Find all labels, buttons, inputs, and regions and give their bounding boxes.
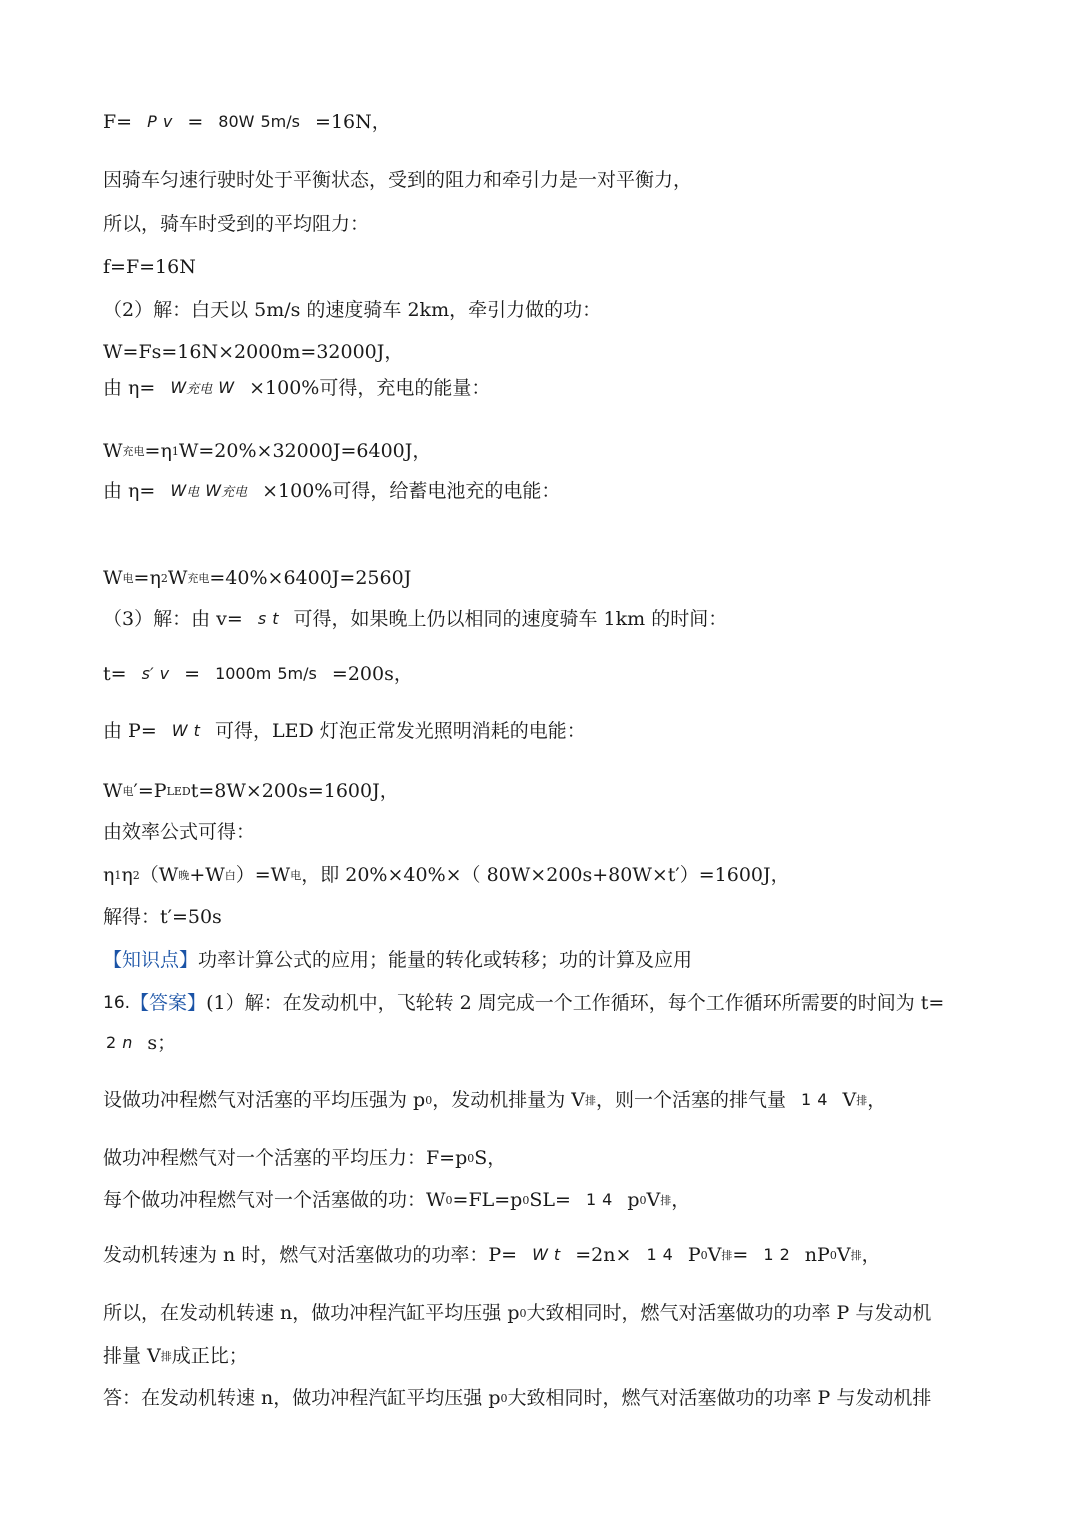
subscript: 0	[639, 1193, 647, 1207]
text: t=8W×200s=1600J，	[190, 779, 399, 802]
subscript: LED	[166, 784, 191, 798]
subscript: 1	[114, 868, 122, 882]
text: ）=W	[235, 863, 291, 886]
subscript: 0	[829, 1248, 837, 1262]
text-line: 因骑车匀速行驶时处于平衡状态，受到的阻力和牵引力是一对平衡力，	[103, 169, 693, 191]
denominator: 4	[817, 1090, 828, 1110]
text: ，即 20%×40%×（ 80W×200s+80W×t′）=1600J，	[301, 863, 790, 886]
subscript: 排	[660, 1193, 672, 1207]
fraction-p-over-v	[144, 112, 175, 131]
subscript: 0	[700, 1248, 708, 1262]
numerator: 80W	[218, 112, 255, 132]
text: 由 P=	[103, 719, 157, 742]
knowledge-point-tag: 【知识点】	[103, 948, 199, 971]
denominator: t	[553, 1245, 561, 1265]
efficiency-formula-line	[103, 378, 490, 398]
period-formula-line	[103, 1033, 176, 1053]
text: 功率计算公式的应用；能量的转化或转移；功的计算及应用	[198, 948, 693, 971]
text: 排量 V	[103, 1344, 161, 1367]
text: S，	[474, 1146, 507, 1169]
var: W	[170, 481, 187, 501]
conclusion-line-2	[103, 1346, 248, 1366]
efficiency-formula-line	[103, 481, 560, 501]
text: =FL=p	[452, 1188, 523, 1211]
text: 所以，在发动机转速 n，做功冲程汽缸平均压强 p	[103, 1301, 520, 1324]
text: p	[627, 1188, 640, 1211]
numerator: P	[147, 112, 157, 132]
text: 答：在发动机转速 n，做功冲程汽缸平均压强 p	[103, 1386, 501, 1409]
text: (1）解：在发动机中，飞轮转 2 周完成一个工作循环，每个工作循环所需要的时间为 t=	[206, 991, 945, 1014]
text: SL=	[529, 1188, 571, 1211]
text: =200s，	[331, 662, 413, 685]
text: η	[103, 863, 115, 886]
text: =	[732, 1243, 749, 1266]
numerator	[167, 481, 202, 500]
text: V	[646, 1188, 661, 1211]
subscript: 电	[122, 571, 134, 585]
text: ，	[861, 1243, 881, 1266]
pressure-force-line	[103, 1148, 506, 1168]
fraction	[139, 664, 172, 683]
engine-power-line	[103, 1245, 881, 1265]
text: 成正比；	[171, 1344, 248, 1367]
subscript: 排	[160, 1349, 172, 1363]
fraction-1-over-4	[583, 1190, 615, 1209]
fraction	[212, 664, 320, 683]
text: 由 η=	[103, 479, 156, 502]
numerator: s′	[141, 664, 154, 684]
text: ，则一个活塞的排气量	[595, 1088, 786, 1111]
denominator: 5m/s	[260, 112, 300, 132]
text: 大致相同时，燃气对活塞做功的功率 P 与发动机排	[507, 1386, 932, 1409]
text: =	[187, 110, 204, 133]
text: ′=P	[133, 779, 167, 802]
text: t=	[103, 662, 127, 685]
text: W	[167, 566, 188, 589]
numerator: W	[532, 1245, 548, 1265]
text: 做功冲程燃气对一个活塞的平均压力：F=p	[103, 1146, 468, 1169]
displacement-line	[103, 1090, 886, 1110]
text: 可得，如果晚上仍以相同的速度骑车 1km 的时间：	[293, 607, 728, 630]
text: ×100%可得，充电的能量：	[249, 376, 491, 399]
text: W	[103, 566, 123, 589]
text: P	[687, 1243, 701, 1266]
text: =η	[144, 439, 172, 462]
text: +W	[189, 863, 225, 886]
text: =40%×6400J=2560J	[209, 566, 412, 589]
text: W	[103, 779, 123, 802]
numerator: 1	[585, 1190, 597, 1210]
answer-heading-line	[103, 993, 944, 1013]
text: 可得，LED 灯泡正常发光照明消耗的电能：	[214, 719, 586, 742]
fraction-2-over-n	[103, 1033, 135, 1052]
work-per-stroke-line	[103, 1190, 690, 1210]
force-formula-line	[103, 112, 391, 132]
text: η	[121, 863, 133, 886]
subscript: 晚	[178, 868, 190, 882]
text: V	[836, 1243, 851, 1266]
text: =	[184, 662, 201, 685]
subscript: 充电	[221, 485, 248, 501]
text: ，发动机排量为 V	[432, 1088, 585, 1111]
text: 每个做功冲程燃气对一个活塞做的功：W	[103, 1188, 446, 1211]
fraction-w-over-t	[169, 721, 203, 740]
text: =16N，	[315, 110, 391, 133]
conclusion-line	[103, 1303, 931, 1323]
denominator: 4	[662, 1245, 673, 1265]
numerator: 2	[106, 1033, 117, 1053]
fraction-1-over-2	[760, 1245, 792, 1264]
fraction-80w-over-5ms	[215, 112, 303, 131]
text-line: 解得：t′=50s	[103, 906, 222, 928]
text-line: 所以，骑车时受到的平均阻力：	[103, 213, 370, 235]
subscript: 0	[500, 1391, 508, 1405]
subscript: 1	[171, 444, 179, 458]
led-energy-line	[103, 781, 399, 801]
answer-tag: 【答案】	[130, 991, 207, 1014]
charging-energy-line	[103, 441, 431, 461]
subscript: 充电	[187, 571, 210, 585]
numerator: 1	[763, 1245, 774, 1265]
text-line: f=F=16N	[103, 256, 196, 278]
text: V	[842, 1088, 857, 1111]
subscript: 0	[519, 1306, 527, 1320]
text: W	[103, 439, 123, 462]
denominator: t	[193, 721, 200, 741]
text: =η	[133, 566, 161, 589]
numerator	[167, 378, 215, 397]
text-line: W=Fs=16N×2000m=32000J，	[103, 341, 404, 363]
power-formula-line	[103, 721, 586, 741]
subscript: 排	[850, 1248, 862, 1262]
text: V	[707, 1243, 722, 1266]
subscript: 2	[160, 571, 168, 585]
subscript: 充电	[122, 444, 145, 458]
denominator: W	[218, 378, 235, 398]
numerator: 1000m	[215, 664, 272, 684]
text: 由 η=	[103, 376, 156, 399]
fraction-1-over-4	[643, 1245, 675, 1264]
fraction-s-over-t	[255, 609, 282, 628]
text: ×100%可得，给蓄电池充的电能：	[262, 479, 561, 502]
text: =2n×	[575, 1243, 632, 1266]
subscript: 0	[522, 1193, 530, 1207]
text: s；	[147, 1031, 177, 1054]
text: （3）解：由 v=	[103, 607, 243, 630]
numerator: W	[171, 721, 188, 741]
denominator: 2	[779, 1245, 790, 1265]
numerator: 1	[646, 1245, 657, 1265]
fraction	[167, 378, 237, 398]
numerator: s	[257, 609, 267, 629]
fraction-1-over-4	[798, 1090, 830, 1109]
subscript: 排	[856, 1093, 868, 1107]
text: F=	[103, 110, 133, 133]
numerator: 1	[801, 1090, 812, 1110]
efficiency-equation-line	[103, 865, 790, 885]
denominator: 4	[602, 1190, 613, 1210]
fraction-w-over-t	[529, 1245, 563, 1264]
subscript: 电	[186, 485, 200, 501]
subscript: 0	[445, 1193, 453, 1207]
text: 大致相同时，燃气对活塞做功的功率 P 与发动机	[526, 1301, 932, 1324]
text: ，	[867, 1088, 887, 1111]
denominator	[202, 481, 250, 500]
denominator: t	[272, 609, 279, 629]
text: 发动机转速为 n 时，燃气对活塞做功的功率：P=	[103, 1243, 518, 1266]
text-line: 由效率公式可得：	[103, 821, 256, 843]
denominator: v	[159, 664, 170, 684]
speed-formula-line	[103, 609, 727, 629]
battery-energy-line	[103, 568, 411, 588]
subscript: 排	[584, 1093, 596, 1107]
subscript: 白	[224, 868, 236, 882]
subscript: 电	[290, 868, 302, 882]
text: ，	[671, 1188, 691, 1211]
text: nP	[804, 1243, 830, 1266]
text: （W	[139, 863, 179, 886]
var: W	[205, 481, 222, 501]
text: W=20%×32000J=6400J，	[178, 439, 432, 462]
subscript: 排	[721, 1248, 733, 1262]
subscript: 0	[467, 1151, 475, 1165]
fraction	[167, 481, 250, 501]
subscript: 0	[425, 1093, 433, 1107]
text-line: （2）解：白天以 5m/s 的速度骑车 2km，牵引力做的功：	[103, 299, 602, 321]
answer-line	[103, 1388, 931, 1408]
text: 设做功冲程燃气对活塞的平均压强为 p	[103, 1088, 426, 1111]
subscript: 2	[132, 868, 140, 882]
knowledge-point-line	[103, 950, 692, 970]
subscript: 充电	[186, 382, 213, 398]
var: W	[170, 378, 187, 398]
denominator: 5m/s	[277, 664, 317, 684]
question-number: 16.	[103, 992, 131, 1013]
denominator: n	[122, 1033, 133, 1053]
time-formula-line	[103, 664, 413, 684]
subscript: 电	[122, 784, 134, 798]
denominator: v	[162, 112, 173, 132]
